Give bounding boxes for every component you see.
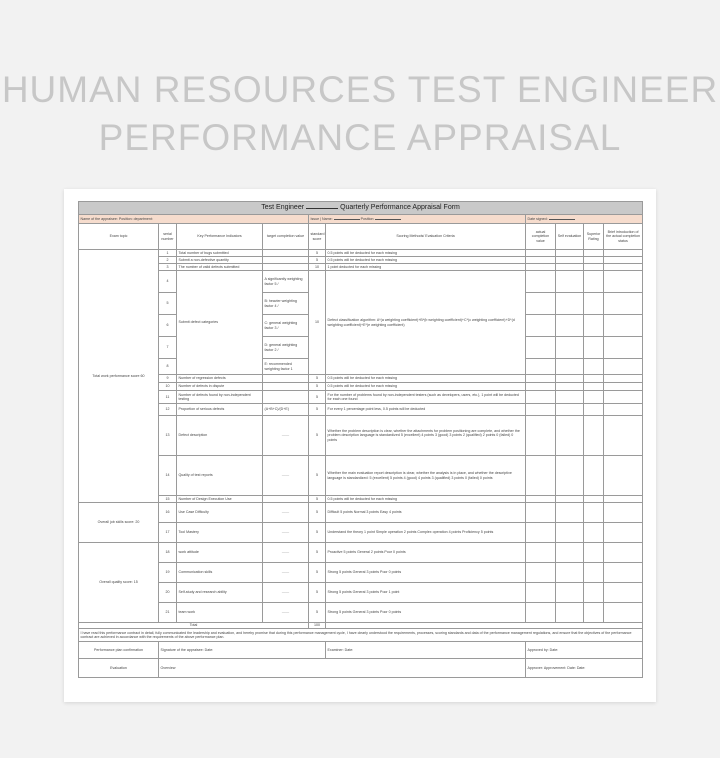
info-issue-position	[309, 215, 526, 224]
table-row: 7 D: general weighting factor 2 /	[79, 337, 643, 359]
table-row: 13 Defect description —— 5 Whether the problem description is clear, whether the attachments for problem positioning are complete, and whether the problem description language is standardized 5 (excellent) 4 points 3 (good) 3 points 2 (qualified) 2 points 0 (failed) 0 points	[79, 416, 643, 456]
table-row: 17 Tool Mastery —— 5 Understand the theory 1 point Simple operation 2 points Complex operation 4 points Proficiency 5 points	[79, 523, 643, 543]
evaluation-label: Evaluation	[79, 659, 159, 678]
form-title-right: Quarterly Performance Appraisal Form	[340, 203, 460, 211]
evaluation-row	[79, 659, 643, 678]
table-row: 4 Submit defect categories A significantly weighting factor 5 / 10 Defect classification algorithm: A*(a weighting coefficient)+B*(b weighting coefficient)+C*(c weighting coefficient)+D*(d weighting coefficient)+E*(e weighting coefficient)	[79, 271, 643, 293]
appraisal-table	[78, 201, 643, 678]
defect-categories-kpi: Submit defect categories	[177, 271, 263, 375]
hdr-brief: Brief introduction of the actual completion status	[604, 224, 643, 250]
approver-signature: Approver: Approvement: Date: Date:	[526, 659, 643, 678]
page-title	[0, 66, 720, 162]
hdr-self: Self evaluation	[556, 224, 584, 250]
confirmation-row	[79, 642, 643, 659]
hdr-criteria: Scoring Methods/ Evaluation Criteria	[326, 224, 526, 250]
examiner-signature: Examiner: Date:	[326, 642, 526, 659]
info-row	[79, 215, 643, 224]
table-row: 15 Number of Design Execution Use 5 0.5 points will be deducted for each missing	[79, 496, 643, 503]
table-row: 8 E: recommended weighting factor 1	[79, 359, 643, 375]
table-row: Total work performance score 60 1 Total number of bugs submitted 5 0.5 points will be deducted for each missing	[79, 250, 643, 257]
appraisee-signature: Signature of the appraisee: Date:	[159, 642, 326, 659]
group-work-performance: Total work performance score 60	[79, 250, 159, 503]
total-label: Total	[79, 623, 309, 629]
table-row: 11 Number of defects found by non-independent testing 5 For the number of problems found by non-independent testers (such as developers, users, etc.), 1 point will be deducted for each one found	[79, 391, 643, 404]
hdr-superior: Superior Rating	[584, 224, 604, 250]
hdr-actual: actual completion value	[526, 224, 556, 250]
evaluation-overview: Overview	[159, 659, 526, 678]
hdr-serial: serial number	[159, 224, 177, 250]
hdr-score: standard score	[309, 224, 326, 250]
appraisal-form	[78, 201, 642, 678]
table-row: 12 Proportion of serious defects (A+B+C)/(D+E) 5 For every 1 percentage point less, 0.5 points will be deducted	[79, 404, 643, 416]
info-name-dept: Name of the appraisee: Position: department:	[79, 215, 309, 224]
header-row	[79, 224, 643, 250]
table-row: 19 Communication skills —— 5 Strong 5 points General 3 points Poor 0 points	[79, 563, 643, 583]
commitment-note-row	[79, 629, 643, 642]
group-job-skills: Overall job skills score: 20	[79, 503, 159, 543]
form-title-left: Test Engineer	[261, 203, 305, 211]
hdr-kpi: Key Performance Indicators	[177, 224, 263, 250]
hdr-target: target completion value	[263, 224, 309, 250]
table-row: 2 Submit a non-defective quantity 5 0.5 points will be deducted for each missing	[79, 257, 643, 264]
table-row: 3 The number of valid defects submitted 10 1 point deducted for each missing	[79, 264, 643, 271]
table-row: 6 C: general weighting factor 3 /	[79, 315, 643, 337]
table-row: Overall quality score: 15 18 work attitude —— 5 Proactive 5 points General 2 points Poor 0 points	[79, 543, 643, 563]
confirmation-label: Performance plan confirmation	[79, 642, 159, 659]
table-row: 14 Quality of test reports —— 5 Whether the main evaluation report description is clear, whether the analysis is in place, and whether the descriptive language is standardized: 5 (excellent) 5 points 4 (good) 4 points 3 (qualified) 3 points 0 (failed) 0 points	[79, 456, 643, 496]
total-score: 100	[309, 623, 326, 629]
info-date: Date signed:	[526, 215, 643, 224]
table-row: 21 team work —— 5 Strong 5 points General 3 points Poor 0 points	[79, 603, 643, 623]
hdr-exam-topic: Exam topic	[79, 224, 159, 250]
info-issue-name: Issue | Name:	[310, 216, 333, 221]
approved-by: Approved by: Date:	[526, 642, 643, 659]
title-line-2: PERFORMANCE APPRAISAL	[98, 117, 622, 158]
table-row: 5 B: heavier weighting factor 4 /	[79, 293, 643, 315]
table-row: 20 Self-study and research ability —— 5 Strong 5 points General 3 points Poor 1 point	[79, 583, 643, 603]
form-title	[79, 202, 643, 215]
table-row: 9 Number of regression defects 5 0.5 points will be deducted for each missing	[79, 375, 643, 383]
commitment-note: I have read this performance contract in detail, fully communicated the leadership and evaluation, and hereby promise that during this performance management cycle, I have clearly understood the requirements, processes, scoring standards and data of the performance management regulations, and ensure that the objectives of the performance contract are achieved in accordance with the requirements of the above performance plan.	[79, 629, 643, 642]
defect-categories-criteria: Defect classification algorithm: A*(a weighting coefficient)+B*(b weighting coefficient)+C*(c weighting coefficient)+D*(d weighting coefficient)+E*(e weighting coefficient)	[326, 271, 526, 375]
table-row: Overall job skills score: 20 16 Use Case Difficulty —— 5 Difficult 5 points Normal 3 points Easy 4 points	[79, 503, 643, 523]
group-quality: Overall quality score: 15	[79, 543, 159, 623]
info-position: Position:	[360, 216, 375, 221]
form-preview-card	[64, 189, 656, 702]
title-blank	[306, 208, 338, 209]
title-line-1: HUMAN RESOURCES TEST ENGINEER	[1, 69, 719, 110]
table-row: 10 Number of defects in dispute 5 0.5 points will be deducted for each missing	[79, 383, 643, 391]
